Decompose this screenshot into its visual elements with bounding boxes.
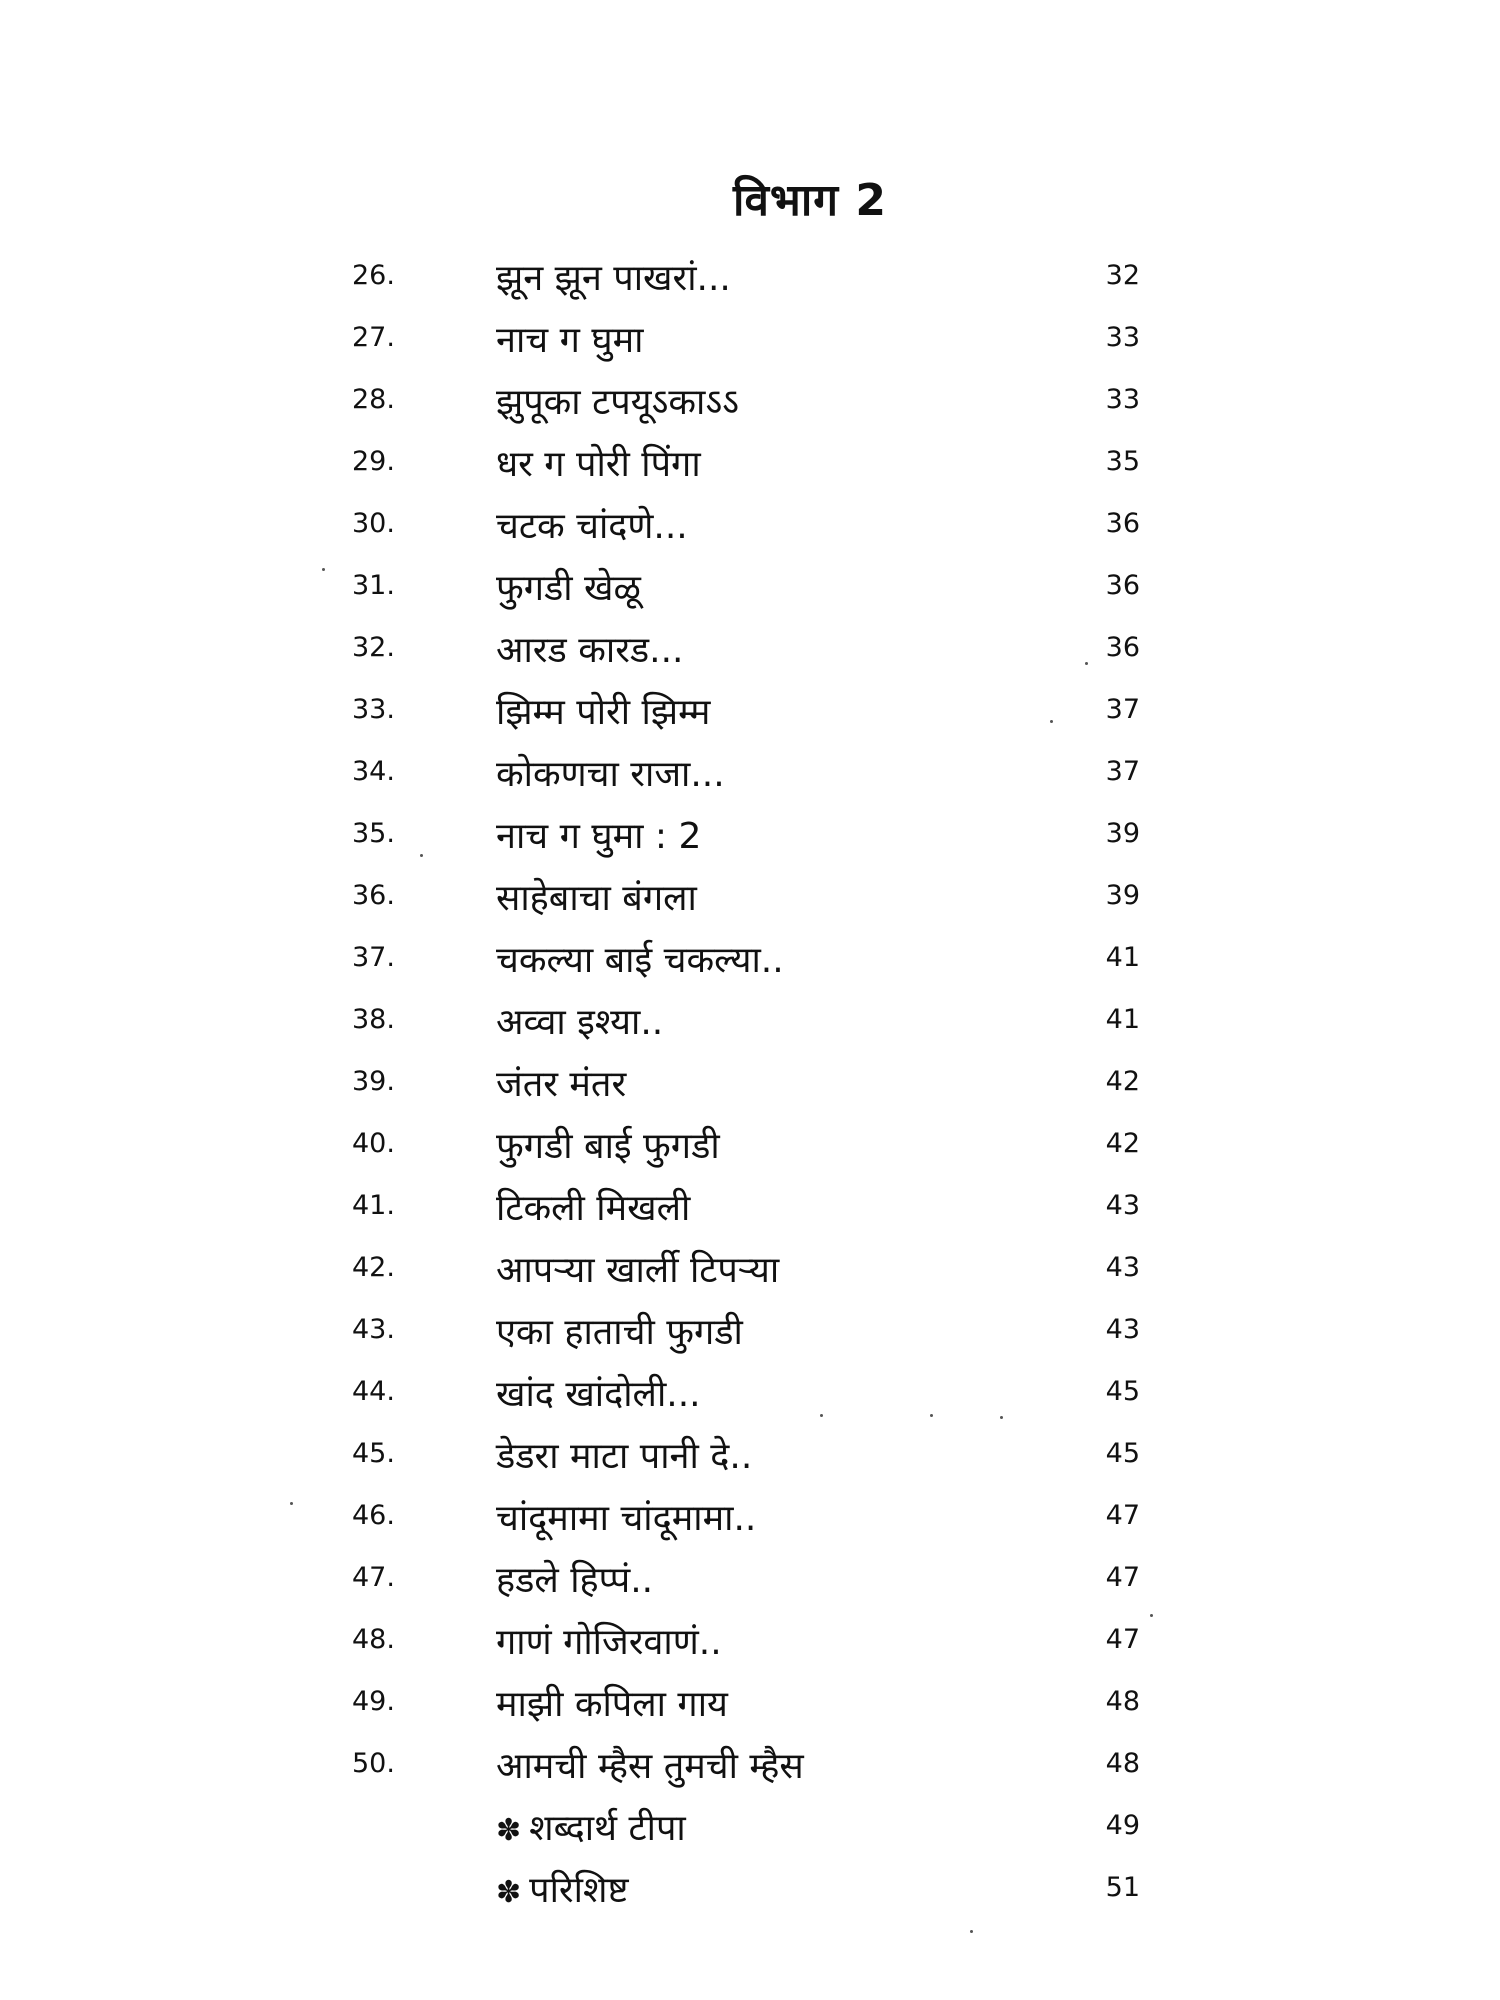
entry-page: 32 <box>1105 260 1140 291</box>
scan-speck <box>1150 1614 1153 1617</box>
entry-title: आरड कारड... <box>496 630 684 671</box>
entry-number: 46. <box>352 1500 395 1531</box>
entry-title: फुगडी खेळू <box>496 568 641 609</box>
entry-page: 36 <box>1105 508 1140 539</box>
scan-speck <box>820 1414 823 1417</box>
toc-row <box>0 870 1500 932</box>
scan-speck <box>1050 720 1053 723</box>
entry-number: 41. <box>352 1190 395 1221</box>
toc-row <box>0 622 1500 684</box>
scan-speck <box>1000 1416 1003 1419</box>
entry-title: एका हाताची फुगडी <box>496 1312 743 1353</box>
entry-title: चांदूमामा चांदूमामा.. <box>496 1498 757 1539</box>
entry-number: 35. <box>352 818 395 849</box>
scan-speck <box>290 1502 293 1505</box>
toc-row <box>0 1552 1500 1614</box>
entry-page: 33 <box>1105 322 1140 353</box>
entry-page: 48 <box>1105 1686 1140 1717</box>
toc-row <box>0 1428 1500 1490</box>
entry-page: 36 <box>1105 632 1140 663</box>
toc-row <box>0 374 1500 436</box>
entry-title: झुपूका टपयूऽकाऽऽ <box>496 382 739 423</box>
toc-row <box>0 1118 1500 1180</box>
toc-row <box>0 1676 1500 1738</box>
toc-row <box>0 1242 1500 1304</box>
entry-page: 43 <box>1105 1314 1140 1345</box>
toc-row <box>0 932 1500 994</box>
entry-number: 37. <box>352 942 395 973</box>
entry-title: झून झून पाखरां... <box>496 258 731 299</box>
entry-number: 31. <box>352 570 395 601</box>
entry-number: 30. <box>352 508 395 539</box>
toc-row <box>0 1490 1500 1552</box>
scan-speck <box>930 1414 933 1417</box>
entry-title: नाच ग घुमा <box>496 320 644 361</box>
scan-speck <box>1085 662 1088 665</box>
entry-page: 48 <box>1105 1748 1140 1779</box>
entry-number: 38. <box>352 1004 395 1035</box>
toc-row <box>0 498 1500 560</box>
entry-number: 43. <box>352 1314 395 1345</box>
entry-number: 34. <box>352 756 395 787</box>
entry-number: 33. <box>352 694 395 725</box>
entry-number: 44. <box>352 1376 395 1407</box>
entry-title: चटक चांदणे... <box>496 506 688 547</box>
scan-speck <box>420 854 423 857</box>
entry-page: 36 <box>1105 570 1140 601</box>
entry-title: चकल्या बाई चकल्या.. <box>496 940 784 981</box>
appendix-page: 49 <box>1105 1810 1140 1841</box>
entry-number: 48. <box>352 1624 395 1655</box>
scan-speck <box>970 1930 973 1933</box>
appendix-title-wrap <box>496 1802 1136 1851</box>
entry-page: 39 <box>1105 880 1140 911</box>
entry-page: 45 <box>1105 1376 1140 1407</box>
entry-page: 37 <box>1105 694 1140 725</box>
entry-title: गाणं गोजिरवाणं.. <box>496 1622 722 1663</box>
toc-row <box>0 250 1500 312</box>
toc-row <box>0 560 1500 622</box>
asterisk-icon: ✽ <box>496 1813 522 1848</box>
entry-page: 47 <box>1105 1624 1140 1655</box>
toc-row <box>0 1180 1500 1242</box>
section-heading: विभाग 2 <box>733 175 887 226</box>
entry-title: अव्वा इश्या.. <box>496 1002 664 1043</box>
entry-number: 28. <box>352 384 395 415</box>
entry-title: फुगडी बाई फुगडी <box>496 1126 720 1167</box>
entry-title: डेडरा माटा पानी दे.. <box>496 1436 753 1477</box>
entry-number: 29. <box>352 446 395 477</box>
entry-number: 40. <box>352 1128 395 1159</box>
toc-row <box>0 312 1500 374</box>
appendix-title: परिशिष्ट <box>529 1870 629 1911</box>
entry-page: 35 <box>1105 446 1140 477</box>
entry-number: 27. <box>352 322 395 353</box>
toc-row <box>0 436 1500 498</box>
entry-title: टिकली मिखली <box>496 1188 691 1229</box>
toc-row <box>0 808 1500 870</box>
entry-page: 43 <box>1105 1190 1140 1221</box>
entry-title: आमची म्हैस तुमची म्हैस <box>496 1746 804 1787</box>
entry-title: झिम्म पोरी झिम्म <box>496 692 711 733</box>
entry-number: 26. <box>352 260 395 291</box>
toc-row <box>0 1738 1500 1800</box>
toc-row <box>0 1304 1500 1366</box>
toc-row <box>0 1056 1500 1118</box>
entry-title: जंतर मंतर <box>496 1064 627 1105</box>
entry-page: 45 <box>1105 1438 1140 1469</box>
toc-row <box>0 684 1500 746</box>
entry-page: 42 <box>1105 1066 1140 1097</box>
entry-page: 42 <box>1105 1128 1140 1159</box>
entry-page: 41 <box>1105 942 1140 973</box>
appendix-page: 51 <box>1105 1872 1140 1903</box>
entry-number: 49. <box>352 1686 395 1717</box>
scan-speck <box>322 568 325 571</box>
entry-title: माझी कपिला गाय <box>496 1684 728 1725</box>
entry-title: साहेबाचा बंगला <box>496 878 697 919</box>
entry-page: 33 <box>1105 384 1140 415</box>
toc-row <box>0 746 1500 808</box>
appendix-title-wrap <box>496 1864 1136 1913</box>
entry-title: खांद खांदोली... <box>496 1374 701 1415</box>
entry-page: 37 <box>1105 756 1140 787</box>
entry-title: धर ग पोरी पिंगा <box>496 444 701 485</box>
entry-number: 50. <box>352 1748 395 1779</box>
entry-number: 45. <box>352 1438 395 1469</box>
toc-appendix-row <box>0 1800 1500 1862</box>
entry-title: हडले हिप्पं.. <box>496 1560 654 1601</box>
entry-number: 47. <box>352 1562 395 1593</box>
entry-title: आपऱ्या खार्ली टिपऱ्या <box>496 1250 780 1291</box>
entry-title: कोकणचा राजा... <box>496 754 725 795</box>
appendix-title: शब्दार्थ टीपा <box>529 1808 686 1849</box>
entry-page: 39 <box>1105 818 1140 849</box>
entry-title: नाच ग घुमा : 2 <box>496 816 702 857</box>
entry-page: 47 <box>1105 1562 1140 1593</box>
entry-number: 32. <box>352 632 395 663</box>
entry-number: 39. <box>352 1066 395 1097</box>
entry-page: 41 <box>1105 1004 1140 1035</box>
entry-page: 47 <box>1105 1500 1140 1531</box>
toc-row <box>0 1614 1500 1676</box>
entry-number: 36. <box>352 880 395 911</box>
entry-page: 43 <box>1105 1252 1140 1283</box>
entry-number: 42. <box>352 1252 395 1283</box>
asterisk-icon: ✽ <box>496 1875 522 1910</box>
toc-appendix-row <box>0 1862 1500 1924</box>
toc-row <box>0 1366 1500 1428</box>
toc-row <box>0 994 1500 1056</box>
